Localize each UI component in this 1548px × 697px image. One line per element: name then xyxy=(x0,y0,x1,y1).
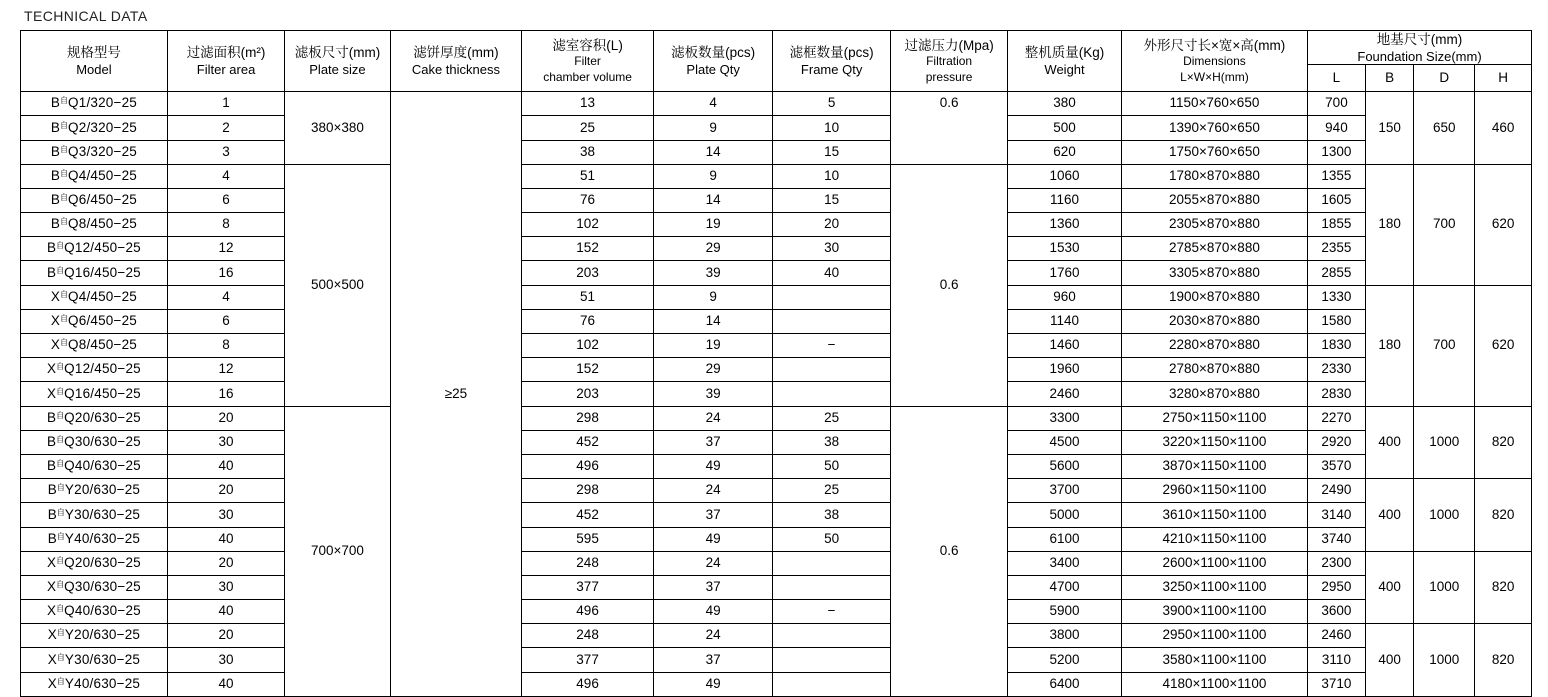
cell-chamber-volume: 51 xyxy=(522,164,654,188)
cell-model: $B^自Q8/450-25$ xyxy=(21,213,168,237)
cell-dimensions: 3280×870×880 xyxy=(1121,382,1307,406)
cell-filter-area: 1 xyxy=(167,92,284,116)
cell-weight: 3800 xyxy=(1008,624,1121,648)
cell-dimensions: 3250×1100×1100 xyxy=(1121,575,1307,599)
cell-plate-qty: 24 xyxy=(653,551,773,575)
cell-filter-area: 20 xyxy=(167,624,284,648)
table-row xyxy=(21,503,1532,527)
table-body xyxy=(21,92,1532,697)
cell-foundation-B: 150 xyxy=(1365,92,1414,165)
cell-plate-qty: 37 xyxy=(653,430,773,454)
cell-dimensions: 2950×1100×1100 xyxy=(1121,624,1307,648)
cell-foundation-L: 2855 xyxy=(1308,261,1366,285)
table-row xyxy=(21,624,1532,648)
cell-plate-qty: 49 xyxy=(653,527,773,551)
cell-weight: 1460 xyxy=(1008,334,1121,358)
col-header-foundation-D: D xyxy=(1414,65,1475,92)
col-header-plate-qty: 滤板数量(pcs) Plate Qty xyxy=(653,31,773,92)
table-row xyxy=(21,116,1532,140)
cell-model: $B^自Q40/630-25$ xyxy=(21,454,168,478)
cell-dimensions: 1150×760×650 xyxy=(1121,92,1307,116)
cell-foundation-H: 460 xyxy=(1475,92,1532,165)
cell-frame-qty: 25 xyxy=(773,406,890,430)
table-row xyxy=(21,237,1532,261)
table-row xyxy=(21,261,1532,285)
cell-frame-qty: 38 xyxy=(773,430,890,454)
cell-model: $X^自Y30/630-25$ xyxy=(21,648,168,672)
cell-plate-qty: 4 xyxy=(653,92,773,116)
cell-foundation-B: 400 xyxy=(1365,624,1414,697)
cell-dimensions: 1780×870×880 xyxy=(1121,164,1307,188)
cell-foundation-B: 400 xyxy=(1365,406,1414,479)
cell-filter-area: 40 xyxy=(167,527,284,551)
cell-frame-qty xyxy=(773,624,890,648)
cell-frame-qty: − xyxy=(773,334,890,358)
cell-frame-qty xyxy=(773,672,890,696)
cell-weight: 1360 xyxy=(1008,213,1121,237)
cell-plate-qty: 49 xyxy=(653,600,773,624)
cell-weight: 960 xyxy=(1008,285,1121,309)
cell-model: $B^自Y30/630-25$ xyxy=(21,503,168,527)
cell-foundation-L: 2950 xyxy=(1308,575,1366,599)
cell-foundation-D: 1000 xyxy=(1414,406,1475,479)
cell-dimensions: 2785×870×880 xyxy=(1121,237,1307,261)
table-row xyxy=(21,527,1532,551)
col-header-foundation-L: L xyxy=(1308,65,1366,92)
cell-foundation-L: 2460 xyxy=(1308,624,1366,648)
cell-weight: 1140 xyxy=(1008,309,1121,333)
table-row xyxy=(21,188,1532,212)
col-header-foundation-B: B xyxy=(1365,65,1414,92)
cell-chamber-volume: 248 xyxy=(522,551,654,575)
cell-foundation-H: 820 xyxy=(1475,551,1532,624)
cell-filter-area: 8 xyxy=(167,213,284,237)
table-row xyxy=(21,358,1532,382)
cell-plate-size: 500×500 xyxy=(285,164,390,406)
cell-weight: 1960 xyxy=(1008,358,1121,382)
cell-chamber-volume: 76 xyxy=(522,188,654,212)
cell-foundation-L: 2830 xyxy=(1308,382,1366,406)
cell-foundation-B: 400 xyxy=(1365,479,1414,552)
cell-dimensions: 2305×870×880 xyxy=(1121,213,1307,237)
cell-weight: 1530 xyxy=(1008,237,1121,261)
cell-plate-qty: 49 xyxy=(653,454,773,478)
col-header-dimensions: 外形尺寸长×宽×高(mm) Dimensions L×W×H(mm) xyxy=(1121,31,1307,92)
table-row xyxy=(21,285,1532,309)
cell-weight: 5200 xyxy=(1008,648,1121,672)
cell-filter-area: 40 xyxy=(167,454,284,478)
cell-chamber-volume: 248 xyxy=(522,624,654,648)
col-header-filtration-pressure: 过滤压力(Mpa) Filtration pressure xyxy=(890,31,1007,92)
cell-plate-qty: 49 xyxy=(653,672,773,696)
cell-plate-qty: 29 xyxy=(653,358,773,382)
cell-plate-qty: 24 xyxy=(653,406,773,430)
cell-dimensions: 3900×1100×1100 xyxy=(1121,600,1307,624)
cell-filter-area: 20 xyxy=(167,479,284,503)
cell-dimensions: 4210×1150×1100 xyxy=(1121,527,1307,551)
cell-dimensions: 3305×870×880 xyxy=(1121,261,1307,285)
cell-foundation-H: 620 xyxy=(1475,164,1532,285)
cell-model: $B^自Q4/450-25$ xyxy=(21,164,168,188)
cell-dimensions: 1900×870×880 xyxy=(1121,285,1307,309)
cell-foundation-D: 650 xyxy=(1414,92,1475,165)
cell-foundation-D: 1000 xyxy=(1414,479,1475,552)
cell-model: $X^自Q20/630-25$ xyxy=(21,551,168,575)
cell-frame-qty: 40 xyxy=(773,261,890,285)
cell-model: $X^自Q8/450-25$ xyxy=(21,334,168,358)
cell-plate-qty: 37 xyxy=(653,575,773,599)
cell-chamber-volume: 377 xyxy=(522,575,654,599)
cell-dimensions: 2600×1100×1100 xyxy=(1121,551,1307,575)
cell-chamber-volume: 496 xyxy=(522,672,654,696)
cell-filter-area: 8 xyxy=(167,334,284,358)
table-row xyxy=(21,213,1532,237)
cell-foundation-L: 3710 xyxy=(1308,672,1366,696)
cell-model: $X^自Q30/630-25$ xyxy=(21,575,168,599)
col-header-cake-thickness: 滤饼厚度(mm) Cake thickness xyxy=(390,31,522,92)
cell-frame-qty xyxy=(773,285,890,309)
table-row xyxy=(21,92,1532,116)
cell-filtration-pressure: 0.6 xyxy=(890,164,1007,406)
cell-plate-qty: 37 xyxy=(653,648,773,672)
cell-foundation-D: 1000 xyxy=(1414,551,1475,624)
cell-chamber-volume: 203 xyxy=(522,382,654,406)
cell-filter-area: 30 xyxy=(167,503,284,527)
cell-chamber-volume: 595 xyxy=(522,527,654,551)
cell-model: $B^自Y20/630-25$ xyxy=(21,479,168,503)
col-header-chamber-volume: 滤室容积(L) Filter chamber volume xyxy=(522,31,654,92)
cell-model: $B^自Q16/450-25$ xyxy=(21,261,168,285)
cell-chamber-volume: 496 xyxy=(522,600,654,624)
cell-model: $X^自Y20/630-25$ xyxy=(21,624,168,648)
col-header-foundation-size: 地基尺寸(mm) Foundation Size(mm) xyxy=(1308,31,1532,65)
cell-filter-area: 20 xyxy=(167,406,284,430)
cell-dimensions: 3580×1100×1100 xyxy=(1121,648,1307,672)
cell-foundation-L: 1855 xyxy=(1308,213,1366,237)
cell-foundation-B: 180 xyxy=(1365,285,1414,406)
table-row xyxy=(21,648,1532,672)
col-header-weight: 整机质量(Kg) Weight xyxy=(1008,31,1121,92)
table-row xyxy=(21,430,1532,454)
cell-dimensions: 2750×1150×1100 xyxy=(1121,406,1307,430)
cell-chamber-volume: 38 xyxy=(522,140,654,164)
cell-frame-qty xyxy=(773,382,890,406)
cell-chamber-volume: 452 xyxy=(522,430,654,454)
cell-chamber-volume: 51 xyxy=(522,285,654,309)
cell-foundation-L: 3740 xyxy=(1308,527,1366,551)
cell-weight: 5900 xyxy=(1008,600,1121,624)
cell-plate-qty: 9 xyxy=(653,164,773,188)
cell-filter-area: 4 xyxy=(167,285,284,309)
cell-dimensions: 4180×1100×1100 xyxy=(1121,672,1307,696)
cell-plate-qty: 14 xyxy=(653,140,773,164)
cell-frame-qty: 30 xyxy=(773,237,890,261)
cell-weight: 620 xyxy=(1008,140,1121,164)
cell-filter-area: 2 xyxy=(167,116,284,140)
cell-weight: 4500 xyxy=(1008,430,1121,454)
cell-foundation-L: 1355 xyxy=(1308,164,1366,188)
cell-foundation-L: 700 xyxy=(1308,92,1366,116)
cell-weight: 1760 xyxy=(1008,261,1121,285)
table-row xyxy=(21,672,1532,696)
cell-weight: 1060 xyxy=(1008,164,1121,188)
cell-weight: 2460 xyxy=(1008,382,1121,406)
cell-weight: 5000 xyxy=(1008,503,1121,527)
cell-chamber-volume: 298 xyxy=(522,479,654,503)
cell-dimensions: 2960×1150×1100 xyxy=(1121,479,1307,503)
cell-chamber-volume: 298 xyxy=(522,406,654,430)
cell-weight: 4700 xyxy=(1008,575,1121,599)
cell-foundation-L: 2300 xyxy=(1308,551,1366,575)
cell-weight: 3300 xyxy=(1008,406,1121,430)
cell-weight: 3700 xyxy=(1008,479,1121,503)
cell-filter-area: 30 xyxy=(167,648,284,672)
cell-foundation-D: 700 xyxy=(1414,164,1475,285)
cell-foundation-D: 700 xyxy=(1414,285,1475,406)
cell-plate-qty: 37 xyxy=(653,503,773,527)
cell-dimensions: 2030×870×880 xyxy=(1121,309,1307,333)
cell-filter-area: 40 xyxy=(167,672,284,696)
cell-filter-area: 6 xyxy=(167,188,284,212)
cell-frame-qty xyxy=(773,575,890,599)
cell-frame-qty: 25 xyxy=(773,479,890,503)
cell-plate-qty: 19 xyxy=(653,334,773,358)
cell-model: $B^自Q6/450-25$ xyxy=(21,188,168,212)
cell-plate-size: 700×700 xyxy=(285,406,390,696)
table-row xyxy=(21,382,1532,406)
cell-filter-area: 20 xyxy=(167,551,284,575)
cell-chamber-volume: 203 xyxy=(522,261,654,285)
cell-filter-area: 12 xyxy=(167,237,284,261)
cell-filter-area: 16 xyxy=(167,261,284,285)
cell-foundation-B: 400 xyxy=(1365,551,1414,624)
cell-dimensions: 1390×760×650 xyxy=(1121,116,1307,140)
cell-weight: 5600 xyxy=(1008,454,1121,478)
cell-plate-qty: 24 xyxy=(653,624,773,648)
cell-weight: 3400 xyxy=(1008,551,1121,575)
header-row-main xyxy=(21,31,1532,65)
cell-chamber-volume: 152 xyxy=(522,358,654,382)
cell-plate-qty: 14 xyxy=(653,309,773,333)
cell-frame-qty: 10 xyxy=(773,116,890,140)
cell-foundation-L: 2330 xyxy=(1308,358,1366,382)
col-header-model: 规格型号 Model xyxy=(21,31,168,92)
cell-model: $X^自Q16/450-25$ xyxy=(21,382,168,406)
cell-frame-qty: 38 xyxy=(773,503,890,527)
page-title: TECHNICAL DATA xyxy=(24,8,148,24)
cell-model: $X^自Q6/450-25$ xyxy=(21,309,168,333)
cell-foundation-L: 3600 xyxy=(1308,600,1366,624)
cell-dimensions: 2280×870×880 xyxy=(1121,334,1307,358)
cell-frame-qty xyxy=(773,648,890,672)
cell-model: $X^自Q40/630-25$ xyxy=(21,600,168,624)
cell-model: $X^自Y40/630-25$ xyxy=(21,672,168,696)
table-header xyxy=(21,31,1532,92)
cell-model: $X^自Q4/450-25$ xyxy=(21,285,168,309)
cell-dimensions: 3220×1150×1100 xyxy=(1121,430,1307,454)
cell-foundation-L: 2355 xyxy=(1308,237,1366,261)
cell-foundation-H: 820 xyxy=(1475,479,1532,552)
cell-filter-area: 40 xyxy=(167,600,284,624)
cell-foundation-L: 3140 xyxy=(1308,503,1366,527)
cell-foundation-B: 180 xyxy=(1365,164,1414,285)
cell-foundation-L: 2490 xyxy=(1308,479,1366,503)
table-row xyxy=(21,164,1532,188)
cell-chamber-volume: 152 xyxy=(522,237,654,261)
cell-cake-thickness: ≥25 xyxy=(390,92,522,697)
cell-model: $B^自Y40/630-25$ xyxy=(21,527,168,551)
cell-chamber-volume: 102 xyxy=(522,334,654,358)
cell-chamber-volume: 25 xyxy=(522,116,654,140)
cell-foundation-L: 3570 xyxy=(1308,454,1366,478)
cell-model: $X^自Q12/450-25$ xyxy=(21,358,168,382)
cell-frame-qty: 50 xyxy=(773,454,890,478)
cell-frame-qty xyxy=(773,309,890,333)
cell-filter-area: 3 xyxy=(167,140,284,164)
table-row xyxy=(21,140,1532,164)
col-header-plate-size: 滤板尺寸(mm) Plate size xyxy=(285,31,390,92)
cell-chamber-volume: 13 xyxy=(522,92,654,116)
cell-weight: 500 xyxy=(1008,116,1121,140)
cell-plate-qty: 39 xyxy=(653,261,773,285)
cell-filter-area: 4 xyxy=(167,164,284,188)
cell-weight: 1160 xyxy=(1008,188,1121,212)
cell-chamber-volume: 452 xyxy=(522,503,654,527)
cell-chamber-volume: 76 xyxy=(522,309,654,333)
cell-frame-qty: 15 xyxy=(773,140,890,164)
cell-foundation-L: 1580 xyxy=(1308,309,1366,333)
cell-dimensions: 3610×1150×1100 xyxy=(1121,503,1307,527)
table-row xyxy=(21,454,1532,478)
cell-plate-qty: 24 xyxy=(653,479,773,503)
cell-model: $B^自Q3/320-25$ xyxy=(21,140,168,164)
cell-filter-area: 6 xyxy=(167,309,284,333)
cell-frame-qty: 10 xyxy=(773,164,890,188)
cell-frame-qty xyxy=(773,551,890,575)
table-row xyxy=(21,551,1532,575)
cell-plate-size: 380×380 xyxy=(285,92,390,165)
cell-dimensions: 2055×870×880 xyxy=(1121,188,1307,212)
table-row xyxy=(21,406,1532,430)
cell-model: $B^自Q2/320-25$ xyxy=(21,116,168,140)
cell-foundation-L: 2270 xyxy=(1308,406,1366,430)
cell-dimensions: 3870×1150×1100 xyxy=(1121,454,1307,478)
cell-model: $B^自Q1/320-25$ xyxy=(21,92,168,116)
cell-dimensions: 2780×870×880 xyxy=(1121,358,1307,382)
cell-foundation-H: 620 xyxy=(1475,285,1532,406)
cell-filtration-pressure: 0.6 xyxy=(890,406,1007,696)
cell-foundation-L: 1830 xyxy=(1308,334,1366,358)
cell-model: $B^自Q12/450-25$ xyxy=(21,237,168,261)
col-header-foundation-H: H xyxy=(1475,65,1532,92)
cell-foundation-L: 3110 xyxy=(1308,648,1366,672)
cell-plate-qty: 29 xyxy=(653,237,773,261)
cell-filter-area: 30 xyxy=(167,575,284,599)
table-row xyxy=(21,575,1532,599)
cell-filter-area: 30 xyxy=(167,430,284,454)
cell-model: $B^自Q30/630-25$ xyxy=(21,430,168,454)
cell-plate-qty: 9 xyxy=(653,116,773,140)
cell-filter-area: 16 xyxy=(167,382,284,406)
cell-weight: 6100 xyxy=(1008,527,1121,551)
cell-frame-qty: 20 xyxy=(773,213,890,237)
cell-foundation-L: 940 xyxy=(1308,116,1366,140)
table-row xyxy=(21,309,1532,333)
cell-foundation-D: 1000 xyxy=(1414,624,1475,697)
cell-foundation-L: 1330 xyxy=(1308,285,1366,309)
cell-weight: 6400 xyxy=(1008,672,1121,696)
specification-table xyxy=(20,30,1532,697)
table-row xyxy=(21,334,1532,358)
cell-frame-qty xyxy=(773,358,890,382)
cell-chamber-volume: 377 xyxy=(522,648,654,672)
cell-filter-area: 12 xyxy=(167,358,284,382)
cell-dimensions: 1750×760×650 xyxy=(1121,140,1307,164)
cell-frame-qty: − xyxy=(773,600,890,624)
table-row xyxy=(21,600,1532,624)
cell-foundation-L: 1300 xyxy=(1308,140,1366,164)
cell-weight: 380 xyxy=(1008,92,1121,116)
cell-plate-qty: 9 xyxy=(653,285,773,309)
cell-frame-qty: 5 xyxy=(773,92,890,116)
cell-foundation-H: 820 xyxy=(1475,624,1532,697)
cell-frame-qty: 15 xyxy=(773,188,890,212)
col-header-filter-area: 过滤面积(m²) Filter area xyxy=(167,31,284,92)
cell-foundation-L: 1605 xyxy=(1308,188,1366,212)
cell-plate-qty: 14 xyxy=(653,188,773,212)
cell-frame-qty: 50 xyxy=(773,527,890,551)
cell-foundation-L: 2920 xyxy=(1308,430,1366,454)
cell-model: $B^自Q20/630-25$ xyxy=(21,406,168,430)
cell-filtration-pressure: 0.6 xyxy=(890,92,1007,165)
cell-chamber-volume: 102 xyxy=(522,213,654,237)
cell-chamber-volume: 496 xyxy=(522,454,654,478)
cell-foundation-H: 820 xyxy=(1475,406,1532,479)
cell-plate-qty: 19 xyxy=(653,213,773,237)
cell-plate-qty: 39 xyxy=(653,382,773,406)
col-header-frame-qty: 滤框数量(pcs) Frame Qty xyxy=(773,31,890,92)
table-row xyxy=(21,479,1532,503)
